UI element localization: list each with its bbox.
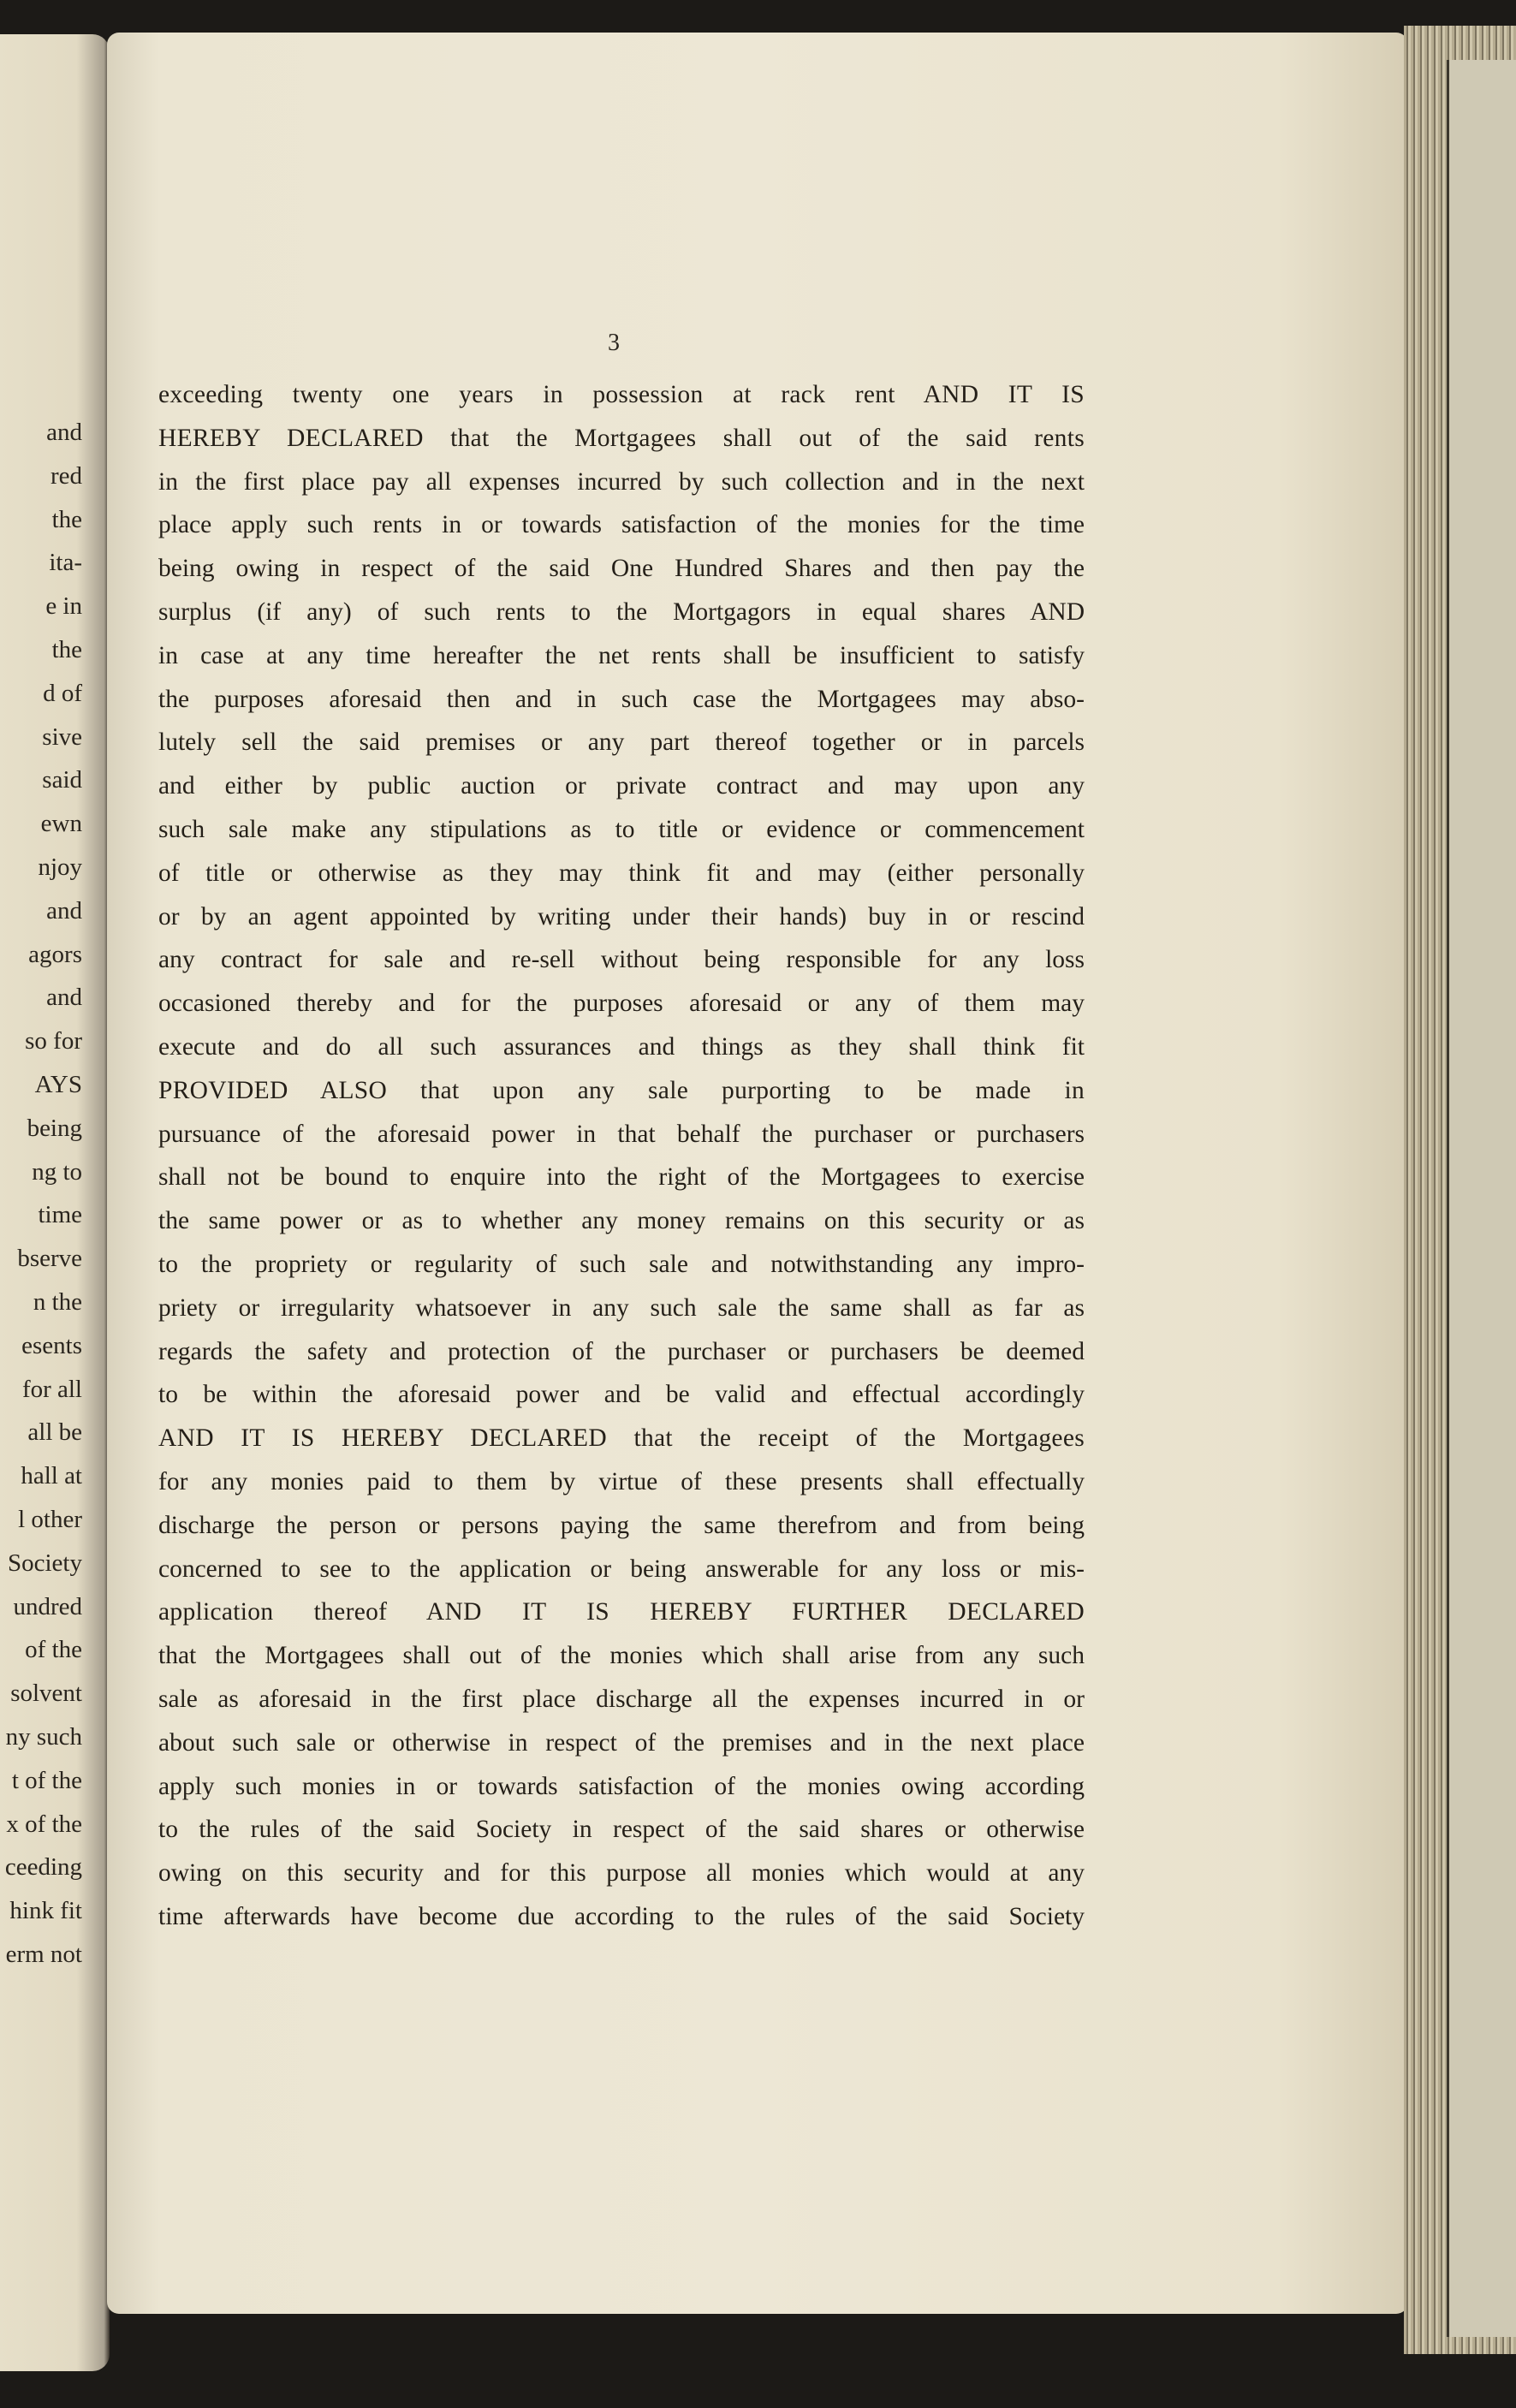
- text-line: occasioned thereby and for the purposes aforesaid or any of them may: [158, 990, 1085, 1018]
- text-line: such sale make any stipulations as to title or evidence or commencement: [158, 815, 1085, 843]
- text-line: lutely sell the said premises or any part thereof together or in parcels: [158, 728, 1085, 757]
- left-page-line: sive: [42, 722, 82, 751]
- text-line: apply such monies in or towards satisfaction of the monies owing according: [158, 1772, 1085, 1800]
- left-page: [0, 34, 110, 2371]
- text-line: PROVIDED ALSO that upon any sale purporting to be made in: [158, 1076, 1085, 1104]
- left-page-line: and: [46, 984, 82, 1012]
- left-page-line: being: [27, 1114, 82, 1142]
- left-page-line: said: [42, 766, 82, 794]
- text-line: discharge the person or persons paying the same therefrom and from being: [158, 1511, 1085, 1539]
- text-line: for any monies paid to them by virtue of these presents shall effectually: [158, 1467, 1085, 1495]
- text-line: exceeding twenty one years in possession at rack rent AND IT IS: [158, 381, 1085, 408]
- left-page-line: and: [46, 896, 82, 925]
- left-page-line: esents: [21, 1331, 82, 1359]
- text-line: place apply such rents in or towards satisfaction of the monies for the time: [158, 511, 1085, 539]
- left-page-line: bserve: [17, 1245, 82, 1273]
- left-page-line: njoy: [38, 853, 82, 881]
- left-page-line: the: [51, 505, 82, 533]
- left-page-line: ewn: [40, 810, 82, 838]
- text-line: being owing in respect of the said One Hundred Shares and then pay the: [158, 555, 1085, 583]
- text-line: of title or otherwise as they may think fit and may (either personally: [158, 859, 1085, 887]
- left-page-line: solvent: [10, 1680, 82, 1708]
- left-page-line: e in: [45, 592, 82, 621]
- text-line: time afterwards have become due according to the rules of the said Society: [158, 1902, 1085, 1930]
- text-line: owing on this security and for this purpose all monies which would at any: [158, 1859, 1085, 1888]
- text-line: AND IT IS HEREBY DECLARED that the receipt of the Mortgagees: [158, 1424, 1085, 1453]
- text-line: pursuance of the aforesaid power in that behalf the purchaser or purchasers: [158, 1120, 1085, 1148]
- body-text: [158, 373, 1085, 1939]
- left-page-line: ng to: [32, 1157, 82, 1186]
- text-line: priety or irregularity whatsoever in any such sale the same shall as far as: [158, 1293, 1085, 1322]
- text-line: shall not be bound to enquire into the right of the Mortgagees to exercise: [158, 1163, 1085, 1192]
- text-line: that the Mortgagees shall out of the monies which shall arise from any such: [158, 1642, 1085, 1670]
- text-line: regards the safety and protection of the purchaser or purchasers be deemed: [158, 1337, 1085, 1365]
- text-line: in the first place pay all expenses incurred by such collection and in the next: [158, 467, 1085, 496]
- left-page-line: n the: [33, 1287, 82, 1316]
- left-page-line: hink fit: [9, 1897, 82, 1925]
- text-line: sale as aforesaid in the first place discharge all the expenses incurred in or: [158, 1685, 1085, 1713]
- left-page-line: time: [38, 1201, 82, 1229]
- left-page-line: Society: [8, 1549, 82, 1577]
- text-line: the purposes aforesaid then and in such case the Mortgagees may abso-: [158, 685, 1085, 713]
- left-page-text: [0, 411, 82, 1977]
- text-line: in case at any time hereafter the net rents shall be insufficient to satisfy: [158, 641, 1085, 669]
- left-page-line: for all: [21, 1375, 82, 1403]
- left-page-line: erm not: [5, 1940, 82, 1968]
- text-line: to the rules of the said Society in respect of the said shares or otherwise: [158, 1816, 1085, 1844]
- left-page-line: ny such: [5, 1722, 82, 1751]
- text-line: the same power or as to whether any money remains on this security or as: [158, 1207, 1085, 1235]
- left-page-line: the: [51, 635, 82, 663]
- left-page-line: hall at: [21, 1462, 82, 1490]
- text-line: to be within the aforesaid power and be valid and effectual accordingly: [158, 1381, 1085, 1409]
- text-line: about such sale or otherwise in respect of the premises and in the next place: [158, 1728, 1085, 1757]
- left-page-line: of the: [25, 1636, 82, 1664]
- text-line: application thereof AND IT IS HEREBY FURTHER DECLARED: [158, 1598, 1085, 1626]
- text-line: concerned to see to the application or being answerable for any loss or mis-: [158, 1555, 1085, 1583]
- left-page-line: l other: [18, 1505, 82, 1533]
- page-number: 3: [608, 330, 620, 356]
- left-page-line: ita-: [49, 549, 82, 577]
- text-line: HEREBY DECLARED that the Mortgagees shall out of the said rents: [158, 424, 1085, 452]
- text-line: any contract for sale and re-sell without being responsible for any loss: [158, 946, 1085, 974]
- text-line: or by an agent appointed by writing under their hands) buy in or rescind: [158, 902, 1085, 930]
- left-page-line: agors: [28, 940, 82, 968]
- left-page-line: red: [50, 461, 82, 490]
- left-page-line: and: [46, 419, 82, 446]
- left-page-line: AYS: [34, 1070, 82, 1098]
- text-line: surplus (if any) of such rents to the Mortgagors in equal shares AND: [158, 598, 1085, 626]
- text-line: execute and do all such assurances and things as they shall think fit: [158, 1032, 1085, 1061]
- left-page-line: all be: [27, 1418, 82, 1447]
- left-page-line: d of: [43, 679, 82, 707]
- back-pages: [1447, 60, 1516, 2337]
- left-page-line: so for: [25, 1027, 82, 1055]
- left-page-line: undred: [13, 1592, 82, 1620]
- text-line: to the propriety or regularity of such sale and notwithstanding any impro-: [158, 1250, 1085, 1278]
- left-page-line: t of the: [11, 1766, 82, 1794]
- left-page-line: ceeding: [4, 1853, 82, 1882]
- left-page-line: x of the: [6, 1810, 82, 1838]
- text-line: and either by public auction or private contract and may upon any: [158, 772, 1085, 800]
